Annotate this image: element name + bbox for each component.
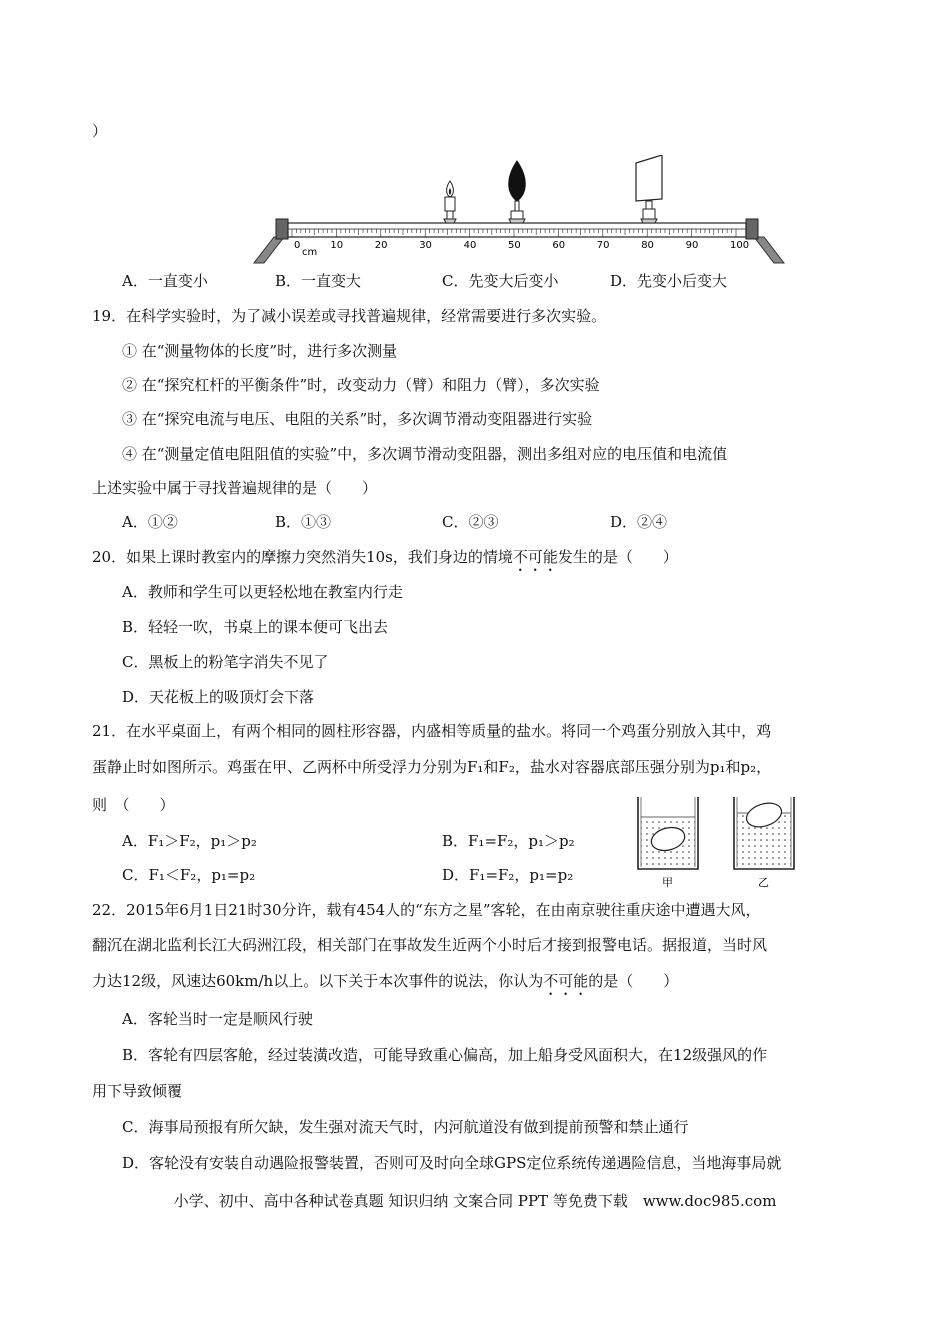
- cup-jia: [638, 797, 698, 869]
- right-support: [754, 237, 784, 263]
- bench-rail: [288, 223, 746, 237]
- ruler-tick-label: 0: [294, 240, 301, 251]
- q18-option-c: C．先变大后变小: [442, 272, 559, 290]
- q22-line-2: 翻沉在湖北监利长江大码洲江段，相关部门在事故发生近两个小时后才接到报警电话。据报道，当时风: [92, 936, 768, 954]
- q19-option-a: A．①②: [122, 513, 178, 531]
- q21-line-2: 蛋静止时如图所示。鸡蛋在甲、乙两杯中所受浮力分别为F₁和F₂，盐水对容器底部压强分别为p₁和p₂，: [92, 758, 772, 776]
- ruler-unit-label: cm: [302, 247, 318, 258]
- q19-option-b: B．①③: [275, 513, 332, 531]
- q20-option-c: C．黑板上的粉笔字消失不见了: [122, 653, 329, 671]
- ruler-tick-label: 90: [685, 240, 699, 251]
- light-screen: [636, 155, 662, 223]
- q21-line-1: 21．在水平桌面上，有两个相同的圆柱形容器，内盛相等质量的盐水。将同一个鸡蛋分别放入其中，鸡: [92, 722, 772, 740]
- q19-item-2: ② 在“探究杠杆的平衡条件”时，改变动力（臂）和阻力（臂），多次实验: [122, 376, 600, 394]
- convex-lens: [509, 161, 526, 223]
- q21-option-c: C．F₁＜F₂，p₁=p₂: [122, 866, 256, 884]
- q21-option-d: D．F₁=F₂，p₁=p₂: [442, 866, 574, 884]
- left-end-block: [276, 219, 288, 239]
- ruler-tick-label: 50: [508, 240, 521, 251]
- q19-item-3: ③ 在“探究电流与电压、电阻的关系”时，多次调节滑动变阻器进行实验: [122, 410, 593, 428]
- q21-option-a: A．F₁＞F₂，p₁＞p₂: [122, 832, 257, 850]
- cup-yi: [734, 797, 794, 869]
- q22-option-b: B．客轮有四层客舱，经过装潢改造，可能导致重心偏高，加上船身受风面积大，在12级强风的作: [122, 1046, 768, 1064]
- q18-option-a: A．一直变小: [122, 272, 208, 290]
- q19-option-d: D．②④: [610, 513, 668, 531]
- q20-option-a: A．教师和学生可以更轻松地在教室内行走: [122, 583, 403, 601]
- ruler-tick-label: 60: [552, 240, 566, 251]
- q19-item-4: ④ 在“测量定值电阻阻值的实验”中，多次调节滑动变阻器，测出多组对应的电压值和电流值: [122, 445, 728, 463]
- right-end-block: [746, 219, 758, 239]
- ruler-tick-label: 30: [419, 240, 432, 251]
- ruler-tick-label: 80: [641, 240, 654, 251]
- q18-option-b: B．一直变大: [275, 272, 362, 290]
- q19-question: 上述实验中属于寻找普遍规律的是（ ）: [92, 479, 378, 497]
- ruler-tick-label: 10: [330, 240, 344, 251]
- q20-stem-before: 20．如果上课时教室内的摩擦力突然消失10s，我们身边的情境: [92, 548, 513, 566]
- q19-item-1: ① 在“测量物体的长度”时，进行多次测量: [122, 342, 398, 360]
- q22-option-b-cont: 用下导致倾覆: [92, 1082, 183, 1100]
- q22-option-a: A．客轮当时一定是顺风行驶: [122, 1010, 313, 1028]
- ruler-tick-label: 70: [596, 240, 610, 251]
- q22-option-c: C．海事局预报有所欠缺，发生强对流天气时，内河航道没有做到提前预警和禁止通行: [122, 1118, 689, 1136]
- q20-stem-after: 发生的是（ ）: [557, 548, 678, 566]
- salt-water-cups-figure: [632, 795, 812, 890]
- cup-label-yi: 乙: [758, 876, 769, 889]
- cup-label-jia: 甲: [662, 876, 673, 889]
- q22-line-3-emphasis: 不可能: [543, 972, 589, 990]
- q21-line-3: 则 （ ）: [92, 796, 175, 814]
- q20-stem-emphasis: 不可能: [512, 548, 558, 566]
- optical-bench-figure: [252, 155, 792, 267]
- left-support: [254, 237, 284, 263]
- q22-line-3-after: 的是（ ）: [588, 972, 679, 990]
- q20-option-b: B．轻轻一吹，书桌上的课本便可飞出去: [122, 618, 389, 636]
- q22-line-1: 22．2015年6月1日21时30分许，载有454人的“东方之星”客轮，在由南京驶往重庆途中遭遇大风，: [92, 901, 761, 919]
- q20-stem: [92, 546, 678, 575]
- q18-tail: ）: [92, 122, 108, 140]
- q18-option-d: D．先变小后变大: [610, 272, 728, 290]
- ruler-tick-label: 40: [463, 240, 477, 251]
- q21-option-b: B．F₁=F₂，p₁＞p₂: [442, 832, 575, 850]
- ruler-tick-label: 20: [374, 240, 388, 251]
- q22-line-3-before: 力达12级，风速达60km/h以上。以下关于本次事件的说法，你认为: [92, 972, 544, 990]
- q22-line-3: [92, 970, 678, 999]
- q20-option-d: D．天花板上的吸顶灯会下落: [122, 688, 315, 706]
- candle: [444, 181, 456, 223]
- ruler-tick-label: 100: [730, 240, 750, 251]
- q19-option-c: C．②③: [442, 513, 499, 531]
- q19-stem: 19．在科学实验时，为了减小误差或寻找普遍规律，经常需要进行多次实验。: [92, 307, 607, 325]
- page-footer: 小学、初中、高中各种试卷真题 知识归纳 文案合同 PPT 等免费下载 www.doc985.com: [173, 1192, 777, 1210]
- q22-option-d: D．客轮没有安装自动遇险报警装置，否则可及时向全球GPS定位系统传递遇险信息，当地海事局就: [122, 1154, 782, 1172]
